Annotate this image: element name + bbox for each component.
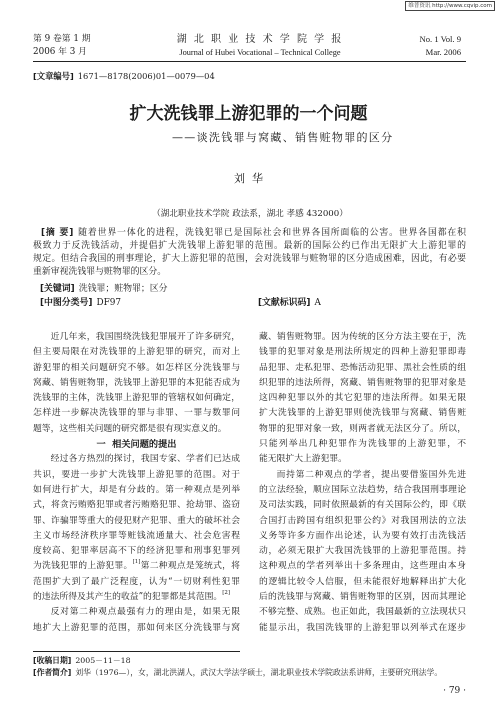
text-line: 近几年来，我国围绕洗钱犯罪展开了许多研究， xyxy=(50,332,240,342)
received-date-label: [收稿日期] xyxy=(33,656,72,665)
abstract-line: 极致力于反洗钱活动，并提倡扩大洗钱罪上游犯罪的范围。最新的国际公约已作出无限扩大上游犯罪的 xyxy=(33,241,466,251)
keywords xyxy=(40,281,168,294)
article-number-value: 1671—8178(2006)01—0079—04 xyxy=(77,71,215,81)
text-line: 而持第二种观点的学者，提出要借鉴国外先进 xyxy=(276,469,466,480)
text-line: 范围扩大到了最广泛程度，认为“一切财利性犯罪 xyxy=(33,576,240,587)
keywords-label: [关键词] xyxy=(40,284,75,294)
article-number-label: [文章编号] xyxy=(33,71,74,81)
text-line: 洗钱罪的主体，洗钱罪上游犯罪的管辖权如何确定， xyxy=(33,393,240,404)
text-line: 共识，要进一步扩大洗钱罪上游犯罪的范围。对于 xyxy=(33,469,240,480)
text-line: 的逻辑比较令人信服，但未能很好地解释出扩大化 xyxy=(259,576,466,587)
document-code-value: A xyxy=(314,298,321,308)
body-left-column xyxy=(33,330,240,636)
issue-date-cn: 2006 年 3 月 xyxy=(33,47,87,57)
text-line: 织犯罪的违法所得，窝藏、销售赃物罪的犯罪对象是 xyxy=(259,377,466,388)
clc-number-label: [中图分类号] xyxy=(40,298,93,308)
article-number xyxy=(33,70,215,82)
text-line: 题等，这些相关问题的研究都是很有现实意义的。 xyxy=(33,423,227,434)
text-line: 反对第二种观点最强有力的理由是，如果无限 xyxy=(50,607,240,618)
text-line: 合国打击跨国有组织犯罪公约》对我国刑法的立法 xyxy=(259,515,466,526)
header-journal xyxy=(140,33,380,59)
citation-marker: [2] xyxy=(222,590,231,597)
text-line: 动，必须无限扩大我国洗钱罪的上游犯罪范围。持 xyxy=(259,546,466,557)
body-right-column xyxy=(259,330,466,636)
abstract-line: 重新审视洗钱罪与赃物罪的区分。 xyxy=(33,267,167,277)
paragraph xyxy=(33,605,240,636)
volume-issue: 第 9 卷第 1 期 xyxy=(33,34,91,44)
text-line: 度较高、犯罪率居高不下的经济犯罪和刑事犯罪列 xyxy=(33,546,240,557)
journal-title-cn: 湖 北 职 业 技 术 学 院 学 报 xyxy=(176,34,344,45)
text-line: 的立法经验，顺应国际立法趋势，结合我国刑事理论 xyxy=(259,484,466,495)
abstract-text: 随着世界一体化的进程，洗钱犯罪已是国际社会和世界各国所面临的公害。世界各国都在积 xyxy=(77,228,466,238)
article-title: 扩大洗钱罪上游犯罪的一个问题 xyxy=(129,104,368,124)
text-line: 藏、销售赃物罪。因为传统的区分方法主要在于，洗 xyxy=(259,332,466,342)
text-line: 后的洗钱罪与窝藏、销售赃物罪的区别，因而其理论 xyxy=(259,592,466,603)
abstract-line: 规定。但结合我国的刑事理论，扩大上游犯罪的范围，会对洗钱罪与赃物罪的区分造成困难，因此，有必要 xyxy=(33,254,466,264)
article-subtitle: ——谈洗钱罪与窝藏、销售赃物罪的区分 xyxy=(172,131,394,144)
text-line: 窝藏、销售赃物罪，洗钱罪上游犯罪的本犯能否成为 xyxy=(33,377,240,388)
header-rule xyxy=(33,61,466,62)
author-name: 刘 华 xyxy=(234,172,263,185)
document-code-label: [文献标识码] xyxy=(258,298,311,308)
text-line: 能无限扩大上游犯罪。 xyxy=(259,454,347,465)
text-line: 为洗钱犯罪的上游犯罪。[1]第二种观点是笼统式，将 xyxy=(33,559,240,572)
paragraph xyxy=(259,468,466,636)
abstract-line xyxy=(33,227,466,240)
text-line: 物罪的犯罪对象一致，则两者就无法区分了。所以， xyxy=(259,423,466,434)
clc-number xyxy=(40,295,121,308)
author-bio-text: 刘华（1976—），女，湖北洪湖人，武汉大学法学硕士，湖北职业技术学院政法系讲师，主要研究刑法学。 xyxy=(75,668,443,677)
paragraph xyxy=(259,330,466,468)
document-code xyxy=(258,295,321,308)
footnote-rule xyxy=(33,651,240,652)
keywords-value: 洗钱罪；赃物罪；区分 xyxy=(78,284,168,294)
text-line: 只能列举出几种犯罪作为洗钱罪的上游犯罪，不 xyxy=(259,439,466,450)
text-line: 地扩大上游犯罪的范围，那如何来区分洗钱罪与窝 xyxy=(33,622,240,633)
watermark-badge: 维普资讯 http://www.cqvip.com xyxy=(405,1,495,11)
text-line: 钱罪的犯罪对象是刑法所规定的四种上游犯罪即毒 xyxy=(259,347,466,358)
journal-title-en: Journal of Hubei Vocational – Technical College xyxy=(179,48,341,57)
paragraph xyxy=(33,452,240,605)
text-line: 如何进行扩大，却是有分歧的。第一种观点是列举 xyxy=(33,484,240,495)
received-date xyxy=(33,655,131,666)
text-line: 这种观点的学者列举出十多条理由，这些理由本身 xyxy=(259,561,466,572)
page-number: · 79 · xyxy=(443,686,466,696)
abstract xyxy=(33,227,466,279)
paragraph xyxy=(33,330,240,437)
text-line: 义务等许多方面作出论述，认为要有效打击洗钱活 xyxy=(259,530,466,541)
received-date-value: 2005－11－18 xyxy=(75,656,131,665)
text-line: 怎样进一步解决洗钱罪的罪与非罪、一罪与数罪问 xyxy=(33,408,240,419)
author-affiliation: （湖北职业技术学院 政法系，湖北 孝感 432000） xyxy=(152,209,348,219)
text-line: 式，将贪污贿赂犯罪或者污贿赂犯罪、抢劫罪、盗窃 xyxy=(33,500,240,511)
text-line: 不够完整、成熟。也正如此，我国最新的立法现状只 xyxy=(259,607,466,618)
citation-marker: [1] xyxy=(132,559,141,566)
text-line: 经过各方热烈的探讨，我国专家、学者们已达成 xyxy=(50,454,240,465)
issue-number-en: No. 1 Vol. 9 xyxy=(419,34,461,44)
author-bio xyxy=(33,667,442,678)
text-line: 能显示出，我国洗钱罪的上游犯罪以列举式在逐步 xyxy=(259,622,466,633)
text-line: 这四种犯罪以外的其它犯罪的违法所得。如果无限 xyxy=(259,393,466,404)
text-line: 主义市场经济秩序罪等赃钱流通量大、社会危害程 xyxy=(33,530,240,541)
text-line: 扩大洗钱罪的上游犯罪则使洗钱罪与窝藏、销售赃 xyxy=(259,408,466,419)
clc-number-value: DF97 xyxy=(96,298,122,308)
text-line: 罪、诈骗罪等重大的侵犯财产犯罪、重大的破坏社会 xyxy=(33,515,240,526)
text-line: 及司法实践，同时依照最新的有关国际公约，即《联 xyxy=(259,500,466,511)
text-line: 品犯罪、走私犯罪、恐怖活动犯罪、黑社会性质的组 xyxy=(259,362,466,373)
text-line: 但主要局限在对洗钱罪的上游犯罪的研究，而对上 xyxy=(33,347,240,358)
header-right xyxy=(420,33,461,59)
abstract-label: [摘 要] xyxy=(41,228,74,238)
section-heading: 一 相关问题的提出 xyxy=(96,439,177,451)
text-line: 游犯罪的相关问题研究不够。如怎样区分洗钱罪与 xyxy=(33,362,240,373)
issue-date-en: Mar. 2006 xyxy=(425,47,461,57)
author-bio-label: [作者简介] xyxy=(33,668,72,677)
text-line: 的违法所得及其产生的收益”的犯罪都是其范围。[2] xyxy=(33,590,231,603)
header-left xyxy=(33,33,91,59)
